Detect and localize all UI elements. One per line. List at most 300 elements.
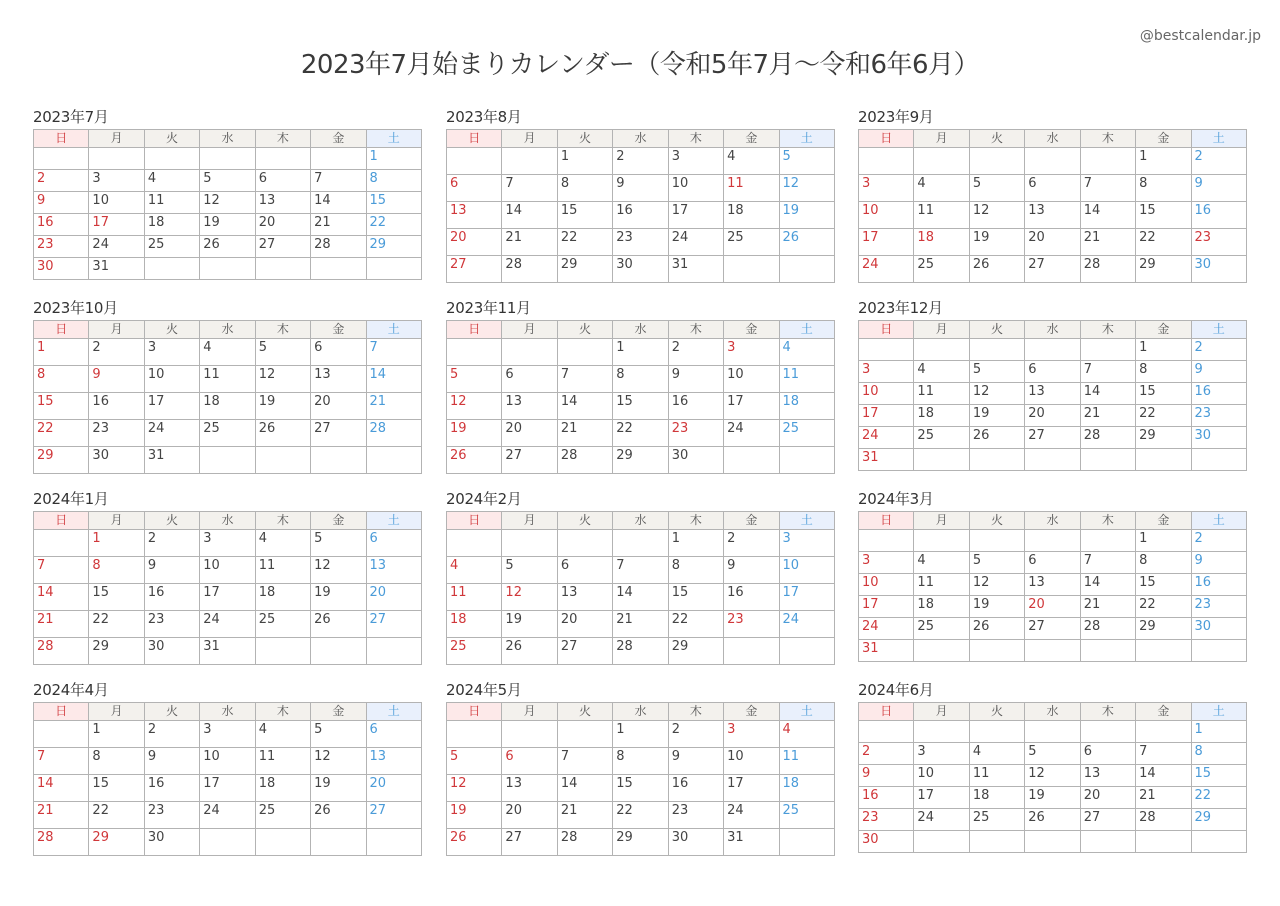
day-cell: 15 bbox=[668, 584, 723, 611]
day-cell: 23 bbox=[668, 420, 723, 447]
empty-day-cell bbox=[502, 721, 557, 748]
day-cell: 27 bbox=[502, 447, 557, 474]
day-cell: 26 bbox=[255, 420, 310, 447]
day-cell: 13 bbox=[255, 192, 310, 214]
day-cell: 29 bbox=[34, 447, 89, 474]
day-cell: 23 bbox=[668, 802, 723, 829]
weekday-header: 土 bbox=[366, 512, 421, 530]
day-cell: 5 bbox=[969, 361, 1024, 383]
day-cell: 29 bbox=[89, 638, 144, 665]
day-cell: 19 bbox=[969, 596, 1024, 618]
weekday-header: 火 bbox=[969, 321, 1024, 339]
weekday-header: 月 bbox=[502, 703, 557, 721]
day-cell: 14 bbox=[366, 366, 421, 393]
day-cell: 16 bbox=[34, 214, 89, 236]
empty-day-cell bbox=[311, 447, 366, 474]
day-cell: 10 bbox=[200, 748, 255, 775]
day-cell: 21 bbox=[502, 229, 557, 256]
empty-day-cell bbox=[447, 339, 502, 366]
day-cell: 26 bbox=[969, 427, 1024, 449]
day-cell: 23 bbox=[89, 420, 144, 447]
weekday-header: 木 bbox=[1080, 321, 1135, 339]
month-table bbox=[858, 511, 1247, 662]
weekday-header-row bbox=[859, 703, 1247, 721]
weekday-header: 月 bbox=[914, 130, 969, 148]
day-cell: 3 bbox=[144, 339, 199, 366]
empty-day-cell bbox=[557, 530, 612, 557]
week-row bbox=[859, 148, 1247, 175]
day-cell: 19 bbox=[779, 202, 834, 229]
day-cell: 7 bbox=[613, 557, 668, 584]
empty-day-cell bbox=[1025, 449, 1080, 471]
month-table bbox=[446, 320, 835, 474]
day-cell: 15 bbox=[1136, 383, 1191, 405]
week-row bbox=[447, 148, 835, 175]
day-cell: 18 bbox=[144, 214, 199, 236]
weekday-header: 日 bbox=[859, 703, 914, 721]
day-cell: 12 bbox=[969, 202, 1024, 229]
empty-day-cell bbox=[447, 721, 502, 748]
weekday-header: 金 bbox=[1136, 130, 1191, 148]
day-cell: 20 bbox=[447, 229, 502, 256]
weekday-header: 木 bbox=[255, 703, 310, 721]
day-cell: 27 bbox=[311, 420, 366, 447]
day-cell: 22 bbox=[89, 611, 144, 638]
weekday-header-row bbox=[447, 130, 835, 148]
day-cell: 22 bbox=[366, 214, 421, 236]
empty-day-cell bbox=[914, 148, 969, 175]
day-cell: 23 bbox=[34, 236, 89, 258]
empty-day-cell bbox=[200, 447, 255, 474]
week-row bbox=[447, 802, 835, 829]
day-cell: 21 bbox=[366, 393, 421, 420]
day-cell: 19 bbox=[311, 775, 366, 802]
day-cell: 4 bbox=[200, 339, 255, 366]
day-cell: 23 bbox=[613, 229, 668, 256]
day-cell: 18 bbox=[255, 775, 310, 802]
day-cell: 8 bbox=[557, 175, 612, 202]
empty-day-cell bbox=[366, 258, 421, 280]
week-row bbox=[447, 775, 835, 802]
weekday-header: 月 bbox=[89, 512, 144, 530]
day-cell: 10 bbox=[779, 557, 834, 584]
day-cell: 14 bbox=[1136, 765, 1191, 787]
day-cell: 7 bbox=[502, 175, 557, 202]
day-cell: 14 bbox=[502, 202, 557, 229]
weekday-header: 土 bbox=[1191, 512, 1246, 530]
day-cell: 28 bbox=[502, 256, 557, 283]
empty-day-cell bbox=[1025, 148, 1080, 175]
day-cell: 22 bbox=[613, 802, 668, 829]
day-cell: 2 bbox=[89, 339, 144, 366]
day-cell: 28 bbox=[1080, 427, 1135, 449]
empty-day-cell bbox=[969, 721, 1024, 743]
weekday-header: 火 bbox=[144, 512, 199, 530]
day-cell: 27 bbox=[1080, 809, 1135, 831]
weekday-header: 水 bbox=[1025, 512, 1080, 530]
day-cell: 21 bbox=[34, 802, 89, 829]
week-row bbox=[859, 743, 1247, 765]
empty-day-cell bbox=[969, 339, 1024, 361]
weekday-header: 月 bbox=[914, 321, 969, 339]
day-cell: 24 bbox=[200, 611, 255, 638]
month-table bbox=[33, 702, 422, 856]
day-cell: 11 bbox=[255, 557, 310, 584]
week-row bbox=[859, 361, 1247, 383]
day-cell: 26 bbox=[447, 829, 502, 856]
day-cell: 26 bbox=[311, 611, 366, 638]
empty-day-cell bbox=[1080, 339, 1135, 361]
week-row bbox=[34, 236, 422, 258]
day-cell: 25 bbox=[255, 611, 310, 638]
day-cell: 2 bbox=[144, 721, 199, 748]
day-cell: 26 bbox=[779, 229, 834, 256]
month-table bbox=[858, 320, 1247, 471]
day-cell: 17 bbox=[859, 405, 914, 427]
week-row bbox=[859, 618, 1247, 640]
week-row bbox=[34, 638, 422, 665]
empty-day-cell bbox=[366, 829, 421, 856]
day-cell: 16 bbox=[724, 584, 779, 611]
day-cell: 8 bbox=[1191, 743, 1246, 765]
day-cell: 5 bbox=[447, 366, 502, 393]
month-calendar bbox=[446, 680, 835, 856]
day-cell: 7 bbox=[311, 170, 366, 192]
day-cell: 24 bbox=[724, 802, 779, 829]
empty-day-cell bbox=[859, 148, 914, 175]
day-cell: 30 bbox=[89, 447, 144, 474]
day-cell: 17 bbox=[779, 584, 834, 611]
empty-day-cell bbox=[1191, 831, 1246, 853]
day-cell: 12 bbox=[1025, 765, 1080, 787]
day-cell: 17 bbox=[859, 596, 914, 618]
week-row bbox=[34, 748, 422, 775]
weekday-header: 水 bbox=[200, 130, 255, 148]
day-cell: 24 bbox=[668, 229, 723, 256]
week-row bbox=[447, 447, 835, 474]
weekday-header: 月 bbox=[89, 321, 144, 339]
day-cell: 19 bbox=[447, 420, 502, 447]
day-cell: 12 bbox=[969, 383, 1024, 405]
week-row bbox=[447, 366, 835, 393]
day-cell: 5 bbox=[311, 721, 366, 748]
day-cell: 8 bbox=[668, 557, 723, 584]
week-row bbox=[34, 447, 422, 474]
week-row bbox=[859, 574, 1247, 596]
day-cell: 12 bbox=[779, 175, 834, 202]
week-row bbox=[34, 557, 422, 584]
day-cell: 30 bbox=[668, 447, 723, 474]
month-table bbox=[446, 702, 835, 856]
day-cell: 14 bbox=[1080, 574, 1135, 596]
day-cell: 5 bbox=[1025, 743, 1080, 765]
day-cell: 9 bbox=[1191, 175, 1246, 202]
day-cell: 31 bbox=[668, 256, 723, 283]
day-cell: 6 bbox=[311, 339, 366, 366]
weekday-header: 木 bbox=[255, 321, 310, 339]
week-row bbox=[447, 829, 835, 856]
day-cell: 19 bbox=[969, 405, 1024, 427]
day-cell: 6 bbox=[366, 530, 421, 557]
day-cell: 30 bbox=[144, 829, 199, 856]
day-cell: 10 bbox=[859, 383, 914, 405]
day-cell: 1 bbox=[668, 530, 723, 557]
day-cell: 16 bbox=[859, 787, 914, 809]
empty-day-cell bbox=[1080, 449, 1135, 471]
day-cell: 29 bbox=[557, 256, 612, 283]
day-cell: 13 bbox=[1025, 574, 1080, 596]
day-cell: 18 bbox=[447, 611, 502, 638]
day-cell: 11 bbox=[255, 748, 310, 775]
day-cell: 12 bbox=[200, 192, 255, 214]
day-cell: 8 bbox=[1136, 175, 1191, 202]
month-calendar bbox=[33, 298, 422, 474]
empty-day-cell bbox=[366, 447, 421, 474]
weekday-header: 月 bbox=[914, 703, 969, 721]
day-cell: 10 bbox=[89, 192, 144, 214]
weekday-header-row bbox=[34, 321, 422, 339]
empty-day-cell bbox=[914, 831, 969, 853]
day-cell: 15 bbox=[366, 192, 421, 214]
day-cell: 3 bbox=[200, 721, 255, 748]
day-cell: 1 bbox=[89, 530, 144, 557]
day-cell: 13 bbox=[502, 393, 557, 420]
weekday-header: 日 bbox=[34, 130, 89, 148]
month-calendar bbox=[446, 489, 835, 665]
empty-day-cell bbox=[144, 148, 199, 170]
day-cell: 29 bbox=[613, 829, 668, 856]
day-cell: 13 bbox=[311, 366, 366, 393]
day-cell: 11 bbox=[200, 366, 255, 393]
empty-day-cell bbox=[1025, 530, 1080, 552]
day-cell: 5 bbox=[255, 339, 310, 366]
day-cell: 26 bbox=[447, 447, 502, 474]
weekday-header-row bbox=[859, 321, 1247, 339]
day-cell: 13 bbox=[366, 748, 421, 775]
day-cell: 20 bbox=[366, 584, 421, 611]
day-cell: 16 bbox=[668, 393, 723, 420]
week-row bbox=[447, 420, 835, 447]
day-cell: 17 bbox=[724, 393, 779, 420]
empty-day-cell bbox=[1080, 831, 1135, 853]
day-cell: 21 bbox=[1080, 229, 1135, 256]
day-cell: 20 bbox=[557, 611, 612, 638]
day-cell: 5 bbox=[311, 530, 366, 557]
day-cell: 14 bbox=[1080, 383, 1135, 405]
day-cell: 26 bbox=[1025, 809, 1080, 831]
weekday-header: 日 bbox=[859, 512, 914, 530]
empty-day-cell bbox=[200, 829, 255, 856]
day-cell: 7 bbox=[366, 339, 421, 366]
day-cell: 5 bbox=[200, 170, 255, 192]
day-cell: 6 bbox=[1080, 743, 1135, 765]
empty-day-cell bbox=[366, 638, 421, 665]
day-cell: 22 bbox=[1136, 405, 1191, 427]
day-cell: 18 bbox=[969, 787, 1024, 809]
day-cell: 13 bbox=[1025, 202, 1080, 229]
day-cell: 28 bbox=[1080, 618, 1135, 640]
day-cell: 16 bbox=[144, 775, 199, 802]
month-calendar bbox=[33, 489, 422, 665]
week-row bbox=[447, 256, 835, 283]
weekday-header: 日 bbox=[447, 512, 502, 530]
day-cell: 1 bbox=[613, 339, 668, 366]
day-cell: 11 bbox=[144, 192, 199, 214]
day-cell: 6 bbox=[502, 366, 557, 393]
weekday-header-row bbox=[859, 130, 1247, 148]
day-cell: 6 bbox=[255, 170, 310, 192]
day-cell: 11 bbox=[914, 574, 969, 596]
day-cell: 1 bbox=[89, 721, 144, 748]
day-cell: 1 bbox=[1136, 530, 1191, 552]
day-cell: 27 bbox=[1025, 427, 1080, 449]
day-cell: 22 bbox=[557, 229, 612, 256]
day-cell: 22 bbox=[613, 420, 668, 447]
day-cell: 25 bbox=[447, 638, 502, 665]
week-row bbox=[859, 256, 1247, 283]
day-cell: 12 bbox=[447, 775, 502, 802]
empty-day-cell bbox=[34, 530, 89, 557]
day-cell: 25 bbox=[779, 420, 834, 447]
day-cell: 27 bbox=[255, 236, 310, 258]
weekday-header: 木 bbox=[668, 130, 723, 148]
weekday-header: 土 bbox=[366, 130, 421, 148]
empty-day-cell bbox=[557, 339, 612, 366]
weekday-header: 火 bbox=[969, 512, 1024, 530]
day-cell: 29 bbox=[366, 236, 421, 258]
weekday-header: 金 bbox=[724, 512, 779, 530]
day-cell: 3 bbox=[89, 170, 144, 192]
week-row bbox=[34, 170, 422, 192]
day-cell: 28 bbox=[311, 236, 366, 258]
day-cell: 14 bbox=[1080, 202, 1135, 229]
day-cell: 31 bbox=[144, 447, 199, 474]
day-cell: 25 bbox=[914, 256, 969, 283]
day-cell: 15 bbox=[89, 775, 144, 802]
day-cell: 18 bbox=[779, 775, 834, 802]
day-cell: 1 bbox=[613, 721, 668, 748]
day-cell: 7 bbox=[1080, 361, 1135, 383]
day-cell: 24 bbox=[89, 236, 144, 258]
day-cell: 10 bbox=[724, 748, 779, 775]
day-cell: 24 bbox=[859, 427, 914, 449]
empty-day-cell bbox=[914, 339, 969, 361]
day-cell: 31 bbox=[89, 258, 144, 280]
day-cell: 29 bbox=[668, 638, 723, 665]
day-cell: 10 bbox=[200, 557, 255, 584]
day-cell: 27 bbox=[447, 256, 502, 283]
page-title: 2023年7月始まりカレンダー（令和5年7月〜令和6年6月） bbox=[300, 50, 980, 80]
weekday-header: 日 bbox=[34, 512, 89, 530]
day-cell: 17 bbox=[724, 775, 779, 802]
day-cell: 4 bbox=[447, 557, 502, 584]
day-cell: 20 bbox=[1025, 229, 1080, 256]
empty-day-cell bbox=[1136, 449, 1191, 471]
day-cell: 30 bbox=[34, 258, 89, 280]
week-row bbox=[859, 596, 1247, 618]
day-cell: 15 bbox=[34, 393, 89, 420]
month-table bbox=[858, 129, 1247, 283]
empty-day-cell bbox=[969, 530, 1024, 552]
day-cell: 22 bbox=[34, 420, 89, 447]
week-row bbox=[447, 393, 835, 420]
month-table bbox=[446, 511, 835, 665]
site-credit: @bestcalendar.jp bbox=[1139, 28, 1261, 44]
day-cell: 24 bbox=[200, 802, 255, 829]
empty-day-cell bbox=[779, 256, 834, 283]
weekday-header: 金 bbox=[311, 321, 366, 339]
day-cell: 2 bbox=[144, 530, 199, 557]
day-cell: 20 bbox=[1025, 596, 1080, 618]
day-cell: 29 bbox=[1191, 809, 1246, 831]
day-cell: 4 bbox=[969, 743, 1024, 765]
empty-day-cell bbox=[914, 530, 969, 552]
day-cell: 11 bbox=[969, 765, 1024, 787]
weekday-header: 土 bbox=[1191, 130, 1246, 148]
day-cell: 31 bbox=[859, 640, 914, 662]
day-cell: 8 bbox=[1136, 361, 1191, 383]
day-cell: 3 bbox=[668, 148, 723, 175]
day-cell: 15 bbox=[1136, 574, 1191, 596]
month-title: 2024年5月 bbox=[446, 681, 522, 699]
day-cell: 3 bbox=[914, 743, 969, 765]
day-cell: 4 bbox=[255, 530, 310, 557]
empty-day-cell bbox=[969, 640, 1024, 662]
week-row bbox=[447, 611, 835, 638]
weekday-header: 日 bbox=[859, 130, 914, 148]
day-cell: 24 bbox=[724, 420, 779, 447]
empty-day-cell bbox=[502, 530, 557, 557]
day-cell: 20 bbox=[311, 393, 366, 420]
weekday-header: 木 bbox=[668, 321, 723, 339]
week-row bbox=[859, 721, 1247, 743]
empty-day-cell bbox=[502, 339, 557, 366]
day-cell: 23 bbox=[144, 611, 199, 638]
day-cell: 5 bbox=[447, 748, 502, 775]
weekday-header: 月 bbox=[89, 130, 144, 148]
day-cell: 4 bbox=[779, 339, 834, 366]
month-calendar bbox=[446, 298, 835, 474]
day-cell: 23 bbox=[724, 611, 779, 638]
week-row bbox=[34, 393, 422, 420]
day-cell: 27 bbox=[502, 829, 557, 856]
day-cell: 22 bbox=[1136, 596, 1191, 618]
day-cell: 16 bbox=[668, 775, 723, 802]
weekday-header: 土 bbox=[779, 512, 834, 530]
day-cell: 25 bbox=[144, 236, 199, 258]
empty-day-cell bbox=[447, 530, 502, 557]
weekday-header: 木 bbox=[255, 130, 310, 148]
week-row bbox=[447, 530, 835, 557]
day-cell: 19 bbox=[200, 214, 255, 236]
day-cell: 17 bbox=[914, 787, 969, 809]
empty-day-cell bbox=[724, 256, 779, 283]
day-cell: 3 bbox=[200, 530, 255, 557]
day-cell: 30 bbox=[668, 829, 723, 856]
day-cell: 9 bbox=[613, 175, 668, 202]
day-cell: 21 bbox=[1136, 787, 1191, 809]
day-cell: 1 bbox=[1136, 339, 1191, 361]
week-row bbox=[34, 721, 422, 748]
weekday-header: 土 bbox=[779, 130, 834, 148]
day-cell: 31 bbox=[200, 638, 255, 665]
weekday-header: 土 bbox=[779, 321, 834, 339]
weekday-header: 金 bbox=[724, 321, 779, 339]
day-cell: 20 bbox=[366, 775, 421, 802]
day-cell: 14 bbox=[613, 584, 668, 611]
empty-day-cell bbox=[255, 447, 310, 474]
empty-day-cell bbox=[255, 258, 310, 280]
